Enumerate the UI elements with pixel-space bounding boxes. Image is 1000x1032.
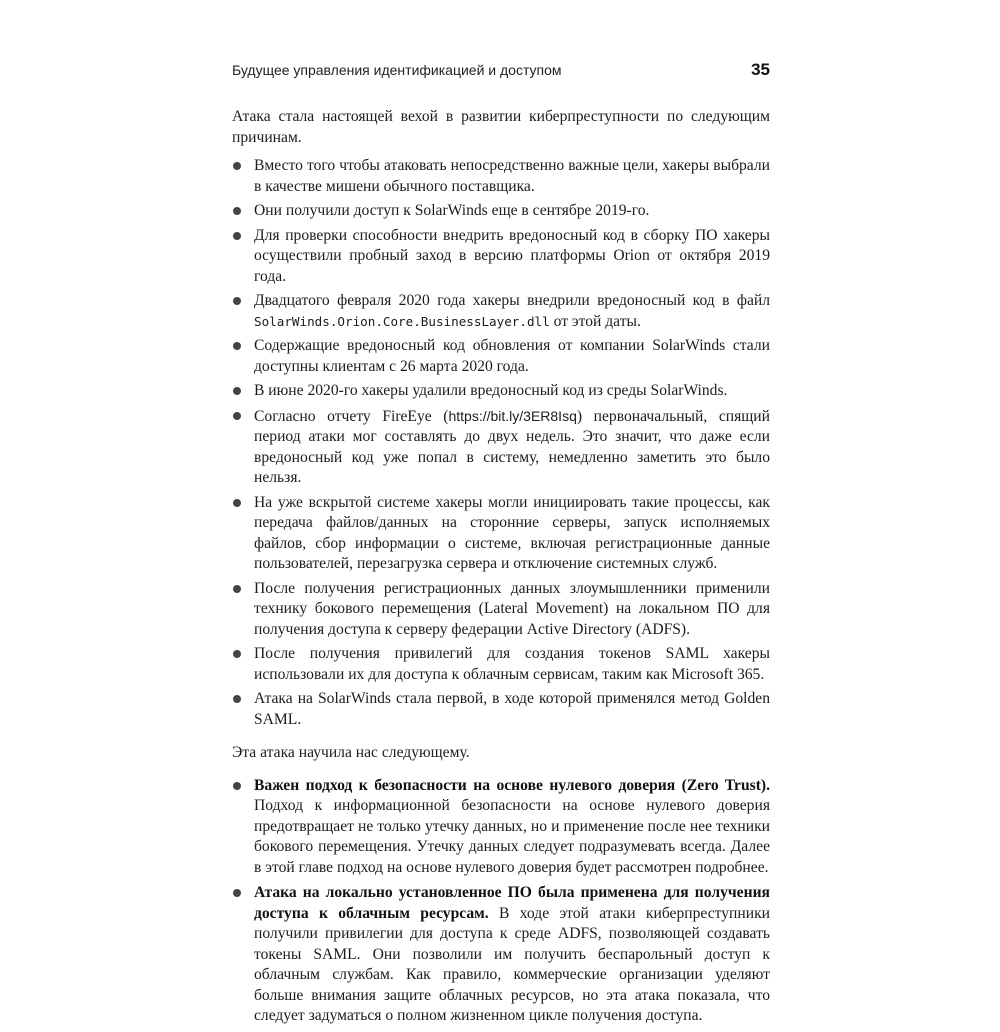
list-item: Содержащие вредоносный код обновления от компании SolarWinds стали доступны клиентам с 26 марта 2020 года. — [232, 336, 770, 377]
lesson-text: Подход к информационной безопасности на основе нулевого доверия предотвращает не только утечку данных, но и применение после нее техники бокового перемещения. Утечку данных следует подразумевать всегда. Далее в этой главе подход на основе нулевого доверия будет рассмотрен подробнее. — [254, 797, 770, 876]
list-item: После получения привилегий для создания токенов SAML хакеры использовали их для доступа к облачным сервисам, таким как Microsoft 365. — [232, 644, 770, 685]
list-item — [232, 776, 770, 879]
lessons-intro: Эта атака научила нас следующему. — [232, 744, 470, 761]
list-item: В июне 2020-го хакеры удалили вредоносный код из среды SolarWinds. — [232, 381, 770, 402]
item-text: ) первоначальный, спящий период атаки мог составлять до двух недель. Это значит, что даже если вредоносный код уже попал в систему, немедленно заметить это было нельзя. — [254, 407, 770, 486]
running-header — [232, 60, 770, 88]
item-text: Согласно отчету FireEye ( — [254, 407, 449, 425]
list-item: На уже вскрытой системе хакеры могли инициировать такие процессы, как передача файлов/данных на сторонние серверы, запуск исполняемых файлов, сбор информации о системе, включая регистрационные данные пользователей, перезагрузка сервера и отключение системных служб. — [232, 493, 770, 575]
list-item: Вместо того чтобы атаковать непосредственно важные цели, хакеры выбрали в качестве мишени обычного поставщика. — [232, 156, 770, 197]
intro-paragraph: Атака стала настоящей вехой в развитии киберпреступности по следующим причинам. — [232, 108, 770, 146]
reasons-list — [232, 156, 770, 730]
lesson-text: В ходе этой атаки киберпреступники получили привилегии для доступа к среде ADFS, позволяющей создавать токены SAML. Они позволили им получить беспарольный доступ к облачным службам. Как правило, коммерческие организации уделяют больше внимания защите облачных ресурсов, но эта атака показала, что следует задуматься о полном жизненном цикле получения доступа. — [254, 904, 770, 1024]
list-item — [232, 883, 770, 1027]
dll-filename: SolarWinds.Orion.Core.BusinessLayer.dll — [254, 313, 550, 329]
list-item: Атака на SolarWinds стала первой, в ходе которой применялся метод Golden SAML. — [232, 689, 770, 730]
page-body — [232, 107, 770, 1027]
item-text: от этой даты. — [549, 312, 641, 330]
book-page — [232, 60, 770, 1032]
lessons-list — [232, 776, 770, 1027]
page-number: 35 — [751, 60, 770, 79]
list-item — [232, 406, 770, 489]
list-item: После получения регистрационных данных злоумышленники применили технику бокового перемещения (Lateral Movement) на локальном ПО для получения доступа к серверу федерации Active Directory (ADFS). — [232, 579, 770, 641]
chapter-title: Будущее управления идентификацией и доступом — [232, 62, 562, 78]
item-text: Двадцатого февраля 2020 года хакеры внедрили вредоносный код в файл — [254, 292, 770, 309]
list-item: Для проверки способности внедрить вредоносный код в сборку ПО хакеры осуществили пробный заход в версию платформы Orion от октября 2019 года. — [232, 226, 770, 288]
lesson-heading: Атака на локально установленное ПО была применена для получения доступа к облачным ресурсам. — [254, 884, 770, 922]
list-item: Они получили доступ к SolarWinds еще в сентябре 2019-го. — [232, 201, 770, 222]
report-link[interactable]: https://bit.ly/3ER8Isq — [448, 407, 577, 424]
list-item — [232, 291, 770, 332]
lesson-heading: Важен подход к безопасности на основе нулевого доверия (Zero Trust). — [254, 776, 770, 794]
